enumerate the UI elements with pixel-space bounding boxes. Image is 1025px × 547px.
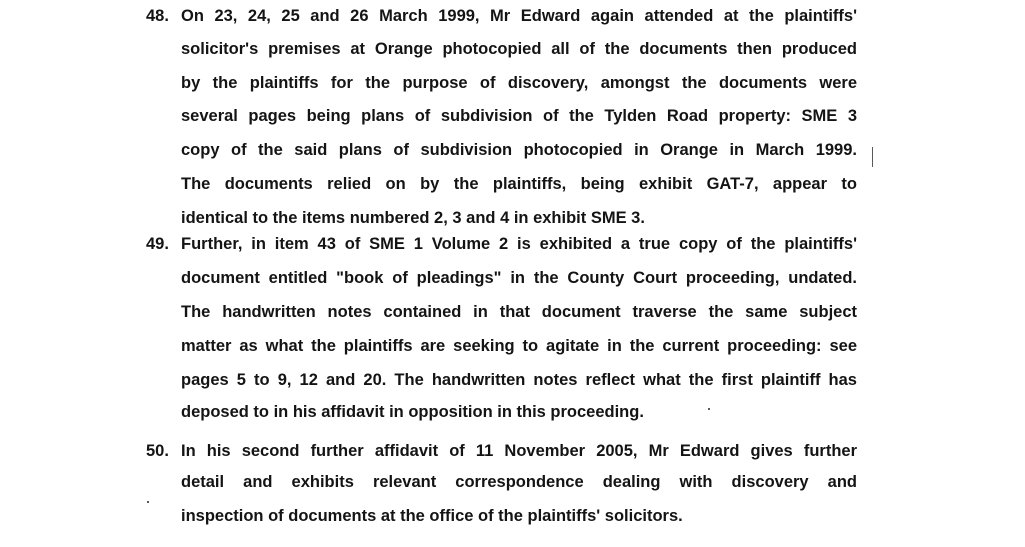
scan-speck (708, 408, 710, 410)
paragraph-line: pages 5 to 9, 12 and 20. The handwritten notes reflect what the first plaintiff has (181, 371, 857, 389)
paragraph-line: On 23, 24, 25 and 26 March 1999, Mr Edward again attended at the plaintiffs' (181, 7, 857, 25)
paragraph-number: 48. (146, 7, 169, 25)
paragraph-line: deposed to in his affidavit in opposition in this proceeding. (181, 403, 644, 421)
scan-speck (147, 501, 149, 503)
paragraph-line: by the plaintiffs for the purpose of discovery, amongst the documents were (181, 74, 857, 92)
paragraph-line: document entitled "book of pleadings" in the County Court proceeding, undated. (181, 269, 857, 287)
paragraph-line: matter as what the plaintiffs are seeking to agitate in the current proceeding: see (181, 337, 857, 355)
paragraph-line: detail and exhibits relevant correspondence dealing with discovery and (181, 473, 857, 491)
margin-bar-mark (872, 147, 873, 167)
paragraph-number: 49. (146, 235, 169, 253)
paragraph-line: inspection of documents at the office of the plaintiffs' solicitors. (181, 507, 683, 525)
paragraph-line: solicitor's premises at Orange photocopied all of the documents then produced (181, 40, 857, 58)
paragraph-line: The documents relied on by the plaintiffs, being exhibit GAT-7, appear to (181, 175, 857, 193)
paragraph-line: copy of the said plans of subdivision photocopied in Orange in March 1999. (181, 141, 857, 159)
paragraph-line: In his second further affidavit of 11 November 2005, Mr Edward gives further (181, 442, 857, 460)
paragraph-line: identical to the items numbered 2, 3 and 4 in exhibit SME 3. (181, 209, 645, 227)
paragraph-line: The handwritten notes contained in that document traverse the same subject (181, 303, 857, 321)
paragraph-number: 50. (146, 442, 169, 460)
paragraph-line: Further, in item 43 of SME 1 Volume 2 is exhibited a true copy of the plaintiffs' (181, 235, 857, 253)
paragraph-line: several pages being plans of subdivision of the Tylden Road property: SME 3 (181, 107, 857, 125)
